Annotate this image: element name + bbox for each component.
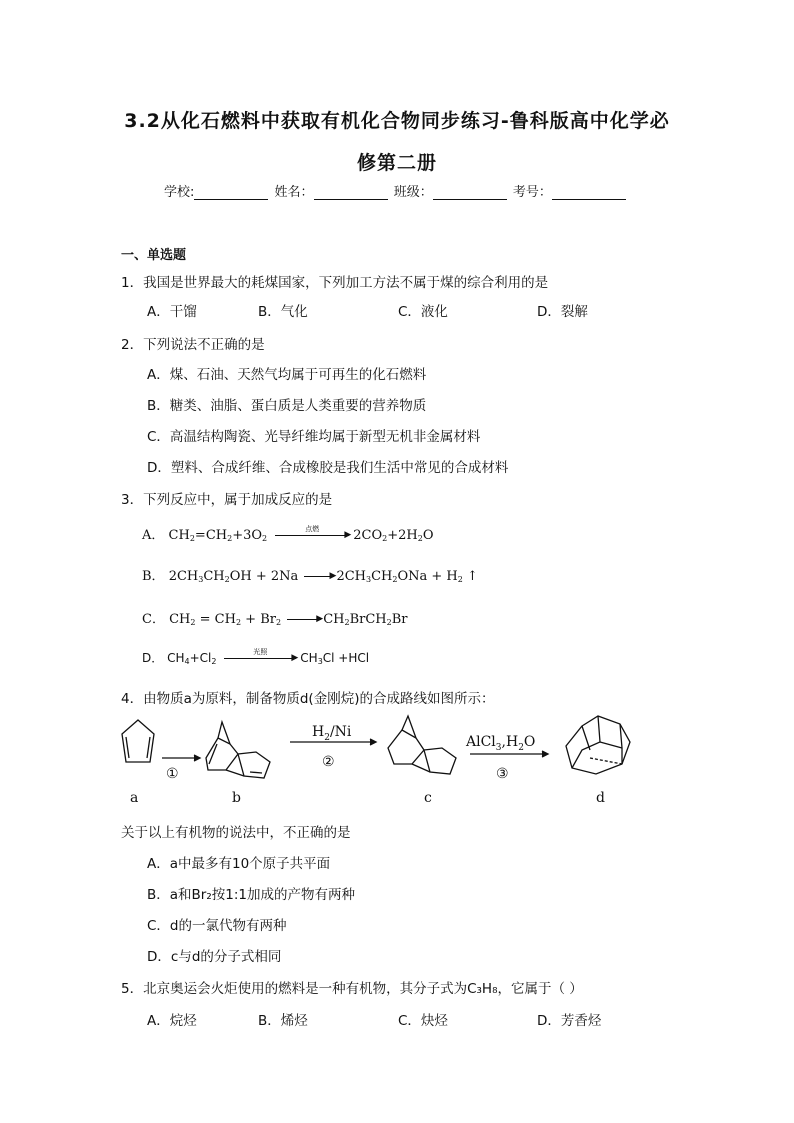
molecule-c	[388, 716, 456, 774]
label-d: d	[596, 790, 605, 806]
name-blank	[314, 185, 388, 200]
equation-d: $CH_4+Cl_2$ 光照 ▶ $CH_3Cl +HCl$	[167, 648, 370, 666]
q2-option-d: D．塑料、合成纤维、合成橡胶是我们生活中常见的合成材料	[147, 460, 509, 476]
q1-stem: 1．我国是世界最大的耗煤国家，下列加工方法不属于煤的综合利用的是	[121, 275, 549, 291]
reaction-arrow-c: ▶	[287, 619, 321, 620]
school-blank	[194, 185, 268, 200]
synthesis-scheme	[110, 712, 650, 812]
reaction-arrow-b: ▶	[304, 576, 334, 577]
reagent-step3: $AlCl_3,H_2O$	[466, 734, 536, 753]
q5-stem: 5．北京奥运会火炬使用的燃料是一种有机物，其分子式为C₃H₈，它属于（ ）	[121, 981, 583, 997]
school-label: 学校:	[164, 185, 195, 200]
q1-option-b: B．气化	[258, 304, 308, 320]
name-label: 姓名：	[274, 185, 314, 200]
step3-label: ③	[496, 766, 509, 782]
molecule-d	[566, 716, 630, 774]
q3-option-b-label: B．	[142, 569, 165, 584]
molecule-a	[122, 720, 154, 762]
condition-d: 光照	[253, 648, 268, 656]
q3-option-a	[142, 524, 434, 543]
condition-a: 点燃	[305, 525, 320, 533]
q4-option-d: D．c与d的分子式相同	[147, 949, 282, 965]
number-blank	[552, 185, 626, 200]
q5-option-b: B．烯烃	[258, 1013, 308, 1029]
q3-option-a-label: A．	[142, 528, 165, 543]
q2-option-b: B．糖类、油脂、蛋白质是人类重要的营养物质	[147, 398, 427, 414]
q4-option-a: A．a中最多有10个原子共平面	[147, 856, 331, 872]
q5-option-a: A．烷烃	[147, 1013, 197, 1029]
label-b: b	[232, 790, 241, 806]
q3-stem: 3．下列反应中，属于加成反应的是	[121, 492, 333, 508]
q1-option-c: C．液化	[398, 304, 448, 320]
q3-option-d-label: D．	[142, 651, 164, 665]
step2-label: ②	[322, 754, 335, 770]
label-c: c	[424, 790, 432, 806]
q4-option-c: C．d的一氯代物有两种	[147, 918, 287, 934]
q1-option-a: A．干馏	[147, 304, 197, 320]
q4-option-b: B．a和Br₂按1:1加成的产物有两种	[147, 887, 355, 903]
page-title-continued: 修第二册	[356, 152, 437, 174]
page-title: 3.2从化石燃料中获取有机化合物同步练习-鲁科版高中化学必	[124, 110, 670, 132]
class-label: 班级：	[393, 185, 433, 200]
equation-a: $CH_2=CH_2+3O_2$ 点燃 ▶ $2CO_2+2H_2O$	[168, 525, 434, 543]
student-info-row	[164, 181, 628, 200]
q1-option-d: D．裂解	[537, 304, 588, 320]
q2-stem: 2．下列说法不正确的是	[121, 337, 265, 353]
q4-sub-stem: 关于以上有机物的说法中，不正确的是	[121, 825, 351, 841]
step1-label: ①	[166, 766, 179, 782]
label-a: a	[130, 790, 139, 806]
q5-option-d: D．芳香烃	[537, 1013, 602, 1029]
q4-stem: 4．由物质a为原料，制备物质d(金刚烷)的合成路线如图所示：	[121, 691, 495, 707]
arrow-step3	[470, 751, 548, 757]
q3-option-c	[142, 608, 408, 627]
q2-option-a: A．煤、石油、天然气均属于可再生的化石燃料	[147, 367, 427, 383]
class-blank	[433, 185, 507, 200]
q3-option-d	[142, 649, 369, 666]
molecule-b	[206, 722, 270, 778]
q5-option-c: C．炔烃	[398, 1013, 448, 1029]
arrow-step1	[162, 755, 200, 761]
section-heading: 一、单选题	[121, 248, 187, 263]
reagent-step2: $H_2/Ni$	[312, 724, 352, 743]
equation-b: $2CH_3CH_2OH + 2Na$ ▶ $2CH_3CH_2ONa + H_2$ ↑	[168, 569, 478, 584]
q3-option-c-label: C．	[142, 612, 165, 627]
number-label: 考号：	[512, 185, 552, 200]
q3-option-b	[142, 565, 478, 584]
q2-option-c: C．高温结构陶瓷、光导纤维均属于新型无机非金属材料	[147, 429, 481, 445]
reaction-arrow-a: 点燃 ▶	[275, 535, 349, 536]
reaction-arrow-d: 光照 ▶	[224, 658, 296, 659]
equation-c: $CH_2 = CH_2 + Br_2$ ▶ $CH_2BrCH_2Br$	[169, 612, 408, 627]
